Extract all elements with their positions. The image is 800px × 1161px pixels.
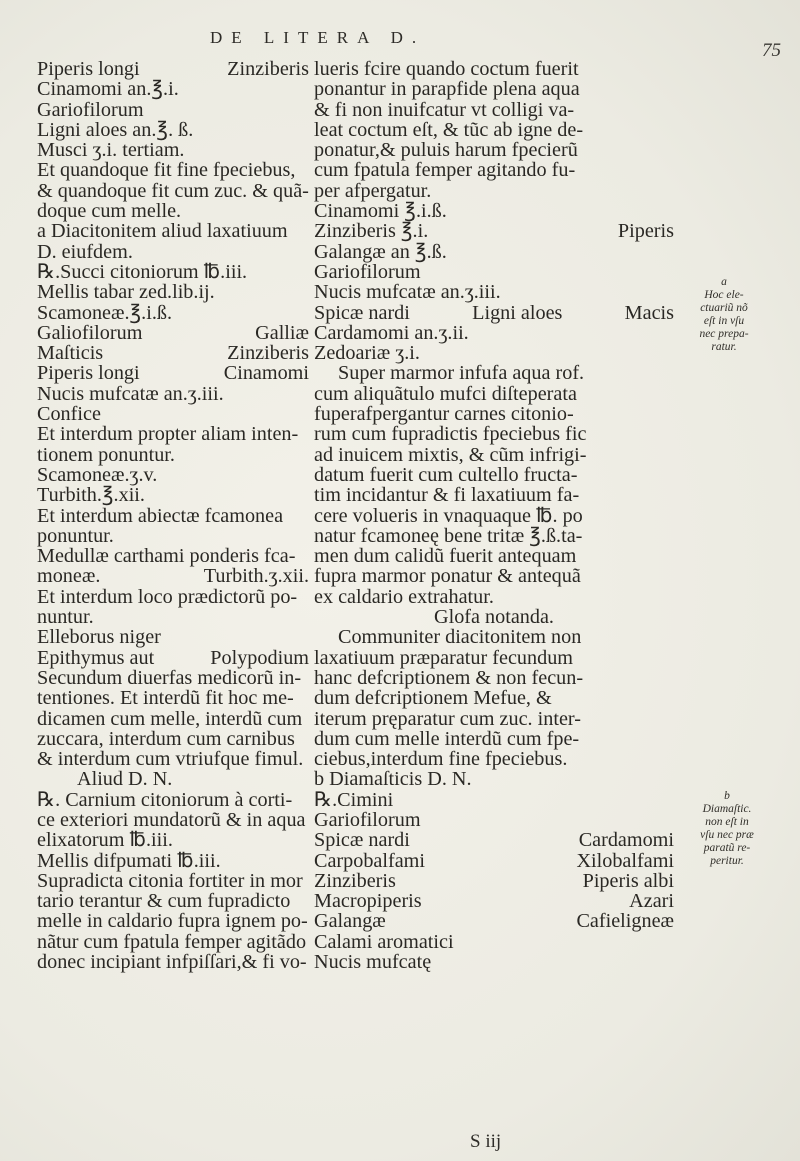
text-segment: Zinziberis [227,58,309,80]
text-line [37,648,309,668]
marginal-note-line: non eſt in [705,816,749,828]
text-line: tionem ponuntur. [37,443,175,466]
text-segment: moneæ. [37,565,101,588]
text-line: Secundum diuerfas medicorũ in- [37,666,302,689]
text-line [314,830,674,850]
marginal-note-b [692,790,762,868]
text-line: ponatur,& puluis harum fpecierũ [314,139,578,162]
text-line: elixatorum ℔.iii. [37,829,173,852]
text-line: Et interdum abiectæ fcamonea [37,504,284,527]
text-line: natur fcamoneę bene tritæ ℥.ß.ta- [314,524,583,547]
text-segment: Piperis albi [582,869,674,892]
marginal-note-letter: b [724,790,730,802]
text-segment: Cafieligneæ [576,910,674,933]
text-segment: Maſticis [37,342,104,365]
text-line: dicamen cum melle, interdũ cum [37,707,303,730]
text-line: Et interdum propter aliam inten- [37,423,299,446]
text-line: ℞. Carnium citoniorum à corti- [37,788,293,811]
text-line: Nucis mufcatæ an.ʒ.iii. [37,382,224,405]
text-line: Mellis tabar zed.lib.ij. [37,281,215,304]
text-line: Cinamomi an.℥.i. [37,78,179,101]
text-line: Cardamomi an.ʒ.ii. [314,321,469,344]
marginal-note-a [686,276,762,354]
text-line: Et interdum loco prædictorũ po- [37,585,298,608]
text-line: ℞.Succi citoniorum ℔.iii. [37,260,248,283]
text-line: ex caldario extrahatur. [314,585,494,608]
marginal-note-line: paratũ re- [703,842,751,854]
text-segment: Spicæ nardi [314,301,410,324]
text-line: Calami aromatici [314,930,454,953]
marginal-note-letter: a [721,276,727,288]
text-segment: Polypodium [210,646,309,669]
page-number: 75 [762,40,781,61]
text-line: tim incidantur & fi laxatiuum fa- [314,484,580,507]
text-line [37,59,309,79]
text-line: doque cum melle. [37,200,182,223]
text-line: ad inuicem mixtis, & cũm infrigi- [314,443,587,466]
text-line: Aliud D. N. [77,768,173,791]
marginal-note-line: ctuariũ nõ [700,302,748,314]
text-line: Mellis difpumati ℔.iii. [37,849,221,872]
text-segment: Macropiperis [314,890,422,913]
text-line: Ligni aloes an.℥. ß. [37,118,194,141]
text-line [314,891,674,911]
text-line: cum aliquãtulo mufci diſteperata [314,382,577,405]
text-line: ciebus,interdum fine fpeciebus. [314,748,568,771]
text-segment: Spicæ nardi [314,829,410,852]
text-line: Musci ʒ.i. tertiam. [37,139,185,162]
text-line: hanc defcriptionem & non fecun- [314,666,584,689]
text-line: cum fpatula femper agitando fu- [314,159,576,182]
text-line: melle in caldario fupra ignem po- [37,910,308,933]
text-segment: Xilobalfami [576,849,674,872]
text-line [314,911,674,931]
text-line: Et quandoque fit fine fpeciebus, [37,159,296,182]
text-line: fupra marmor ponatur & antequã [314,565,581,588]
text-line: Confice [37,403,101,426]
text-segment: Turbith.ʒ.xii. [203,565,309,588]
marginal-note-line: Diamaſtic. [702,803,752,815]
text-line: Scamoneæ.ʒ.v. [37,463,158,486]
text-line [37,363,309,383]
text-line: Cinamomi ℥.i.ß. [314,200,447,223]
signature-mark: S iij [470,1131,502,1152]
text-line: dum cum melle interdũ cum fpe- [314,727,580,750]
text-line: Gariofilorum [314,808,421,831]
text-segment: Macis [624,301,674,324]
marginal-note-line: Hoc ele- [704,289,744,301]
text-line: b Diamaſticis D. N. [314,768,472,791]
text-line: ce exteriori mundatorũ & in aqua [37,808,306,831]
text-segment: Zinziberis [227,342,309,365]
text-line: rum cum fupradictis fpeciebus fic [314,423,587,446]
text-line: Gariofilorum [37,98,144,121]
text-segment: Azari [629,890,674,913]
text-line: cere volueris in vnaquaque ℔. po [314,504,583,527]
text-segment: Zinziberis ℥.i. [314,220,429,243]
marginal-note-line: eſt in vſu [703,315,745,327]
text-line: per afpergatur. [314,179,432,202]
text-line [314,871,674,891]
marginal-note-line: nec prepa- [699,328,749,340]
text-segment: Piperis longi [37,362,140,385]
text-line: & fi non inuifcatur vt colligi va- [314,98,575,121]
text-line: Nucis mufcatæ an.ʒ.iii. [314,281,501,304]
text-line: ponantur in parapfide plena aqua [314,78,580,101]
text-line: Galangæ an ℥.ß. [314,240,447,263]
text-line: iterum pręparatur cum zuc. inter- [314,707,581,730]
text-line: laxatiuum præparatur fecundum [314,646,573,669]
text-line: Turbith.℥.xii. [37,484,145,507]
text-line [37,323,309,343]
left-text-column [37,59,309,972]
text-segment: Galiofilorum [37,321,143,344]
text-line: leat coctum eſt, & tũc ab igne de- [314,118,584,141]
text-line [314,851,674,871]
text-line: zuccara, interdum cum carnibus [37,727,295,750]
text-line: fuperafpergantur carnes citonio- [314,403,574,426]
text-line: a Diacitonitem aliud laxatiuum [37,220,288,243]
marginal-note-line: vſu nec præ [700,829,754,841]
text-line: datum fuerit cum cultello fructa- [314,463,578,486]
text-line: men dum calidũ fuerit antequam [314,545,577,568]
text-line [37,566,309,586]
text-line: tentiones. Et interdũ fit hoc me- [37,687,294,710]
text-segment: Piperis longi [37,58,140,80]
text-line: Supradicta citonia fortiter in mor [37,869,303,892]
text-segment: Epithymus aut [37,646,155,669]
text-line: donec incipiant infpiſſari,& fi vo- [37,951,307,974]
text-line: dum defcriptionem Mefue, & [314,687,552,710]
text-segment: Galangæ [314,910,386,933]
marginal-note-line: ratur. [711,341,737,353]
text-line: Gariofilorum [314,260,421,283]
text-line: lueris fcire quando coctum fuerit [314,58,579,80]
text-line [314,303,674,323]
text-line: Medullæ carthami ponderis fca- [37,545,296,568]
text-line: Zedoariæ ʒ.i. [314,342,420,365]
text-line [37,343,309,363]
text-line [314,221,674,241]
text-line: ℞.Cimini [314,788,394,811]
text-line: nãtur cum fpatula femper agitãdo [37,930,307,953]
text-line: D. eiufdem. [37,240,133,263]
text-line: ponuntur. [37,524,114,547]
text-segment: Piperis [617,220,674,243]
text-segment: Cardamomi [578,829,674,852]
text-line: Scamoneæ.℥.i.ß. [37,301,173,324]
text-line: nuntur. [37,606,94,629]
text-line: Super marmor infufa aqua rof. [338,362,585,385]
marginal-note-line: peritur. [710,855,744,867]
text-segment: Ligni aloes [472,301,563,324]
running-title: DE LITERA D. [210,28,426,47]
text-line: & quandoque fit cum zuc. & quã- [37,179,309,202]
text-line: Elleborus niger [37,626,161,649]
text-line: Glofa notanda. [434,606,554,629]
text-segment: Galliæ [255,321,309,344]
right-text-column [314,59,674,972]
text-line: Nucis mufcatę [314,951,432,974]
text-segment: Cinamomi [223,362,309,385]
text-segment: Carpobalfami [314,849,425,872]
text-line: & interdum cum vtriufque fimul. [37,748,304,771]
text-line: tario terantur & cum fupradicto [37,890,291,913]
text-segment: Zinziberis [314,869,396,892]
text-line: Communiter diacitonitem non [338,626,582,649]
